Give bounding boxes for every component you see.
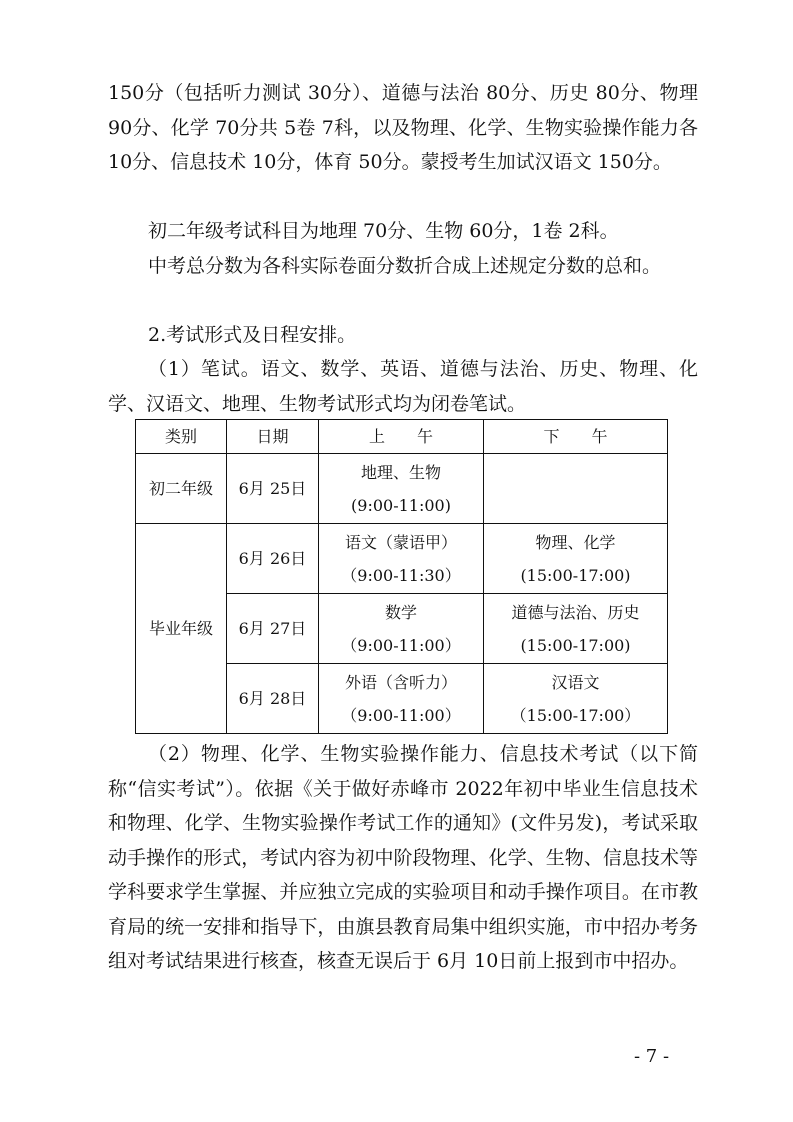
table-header-row xyxy=(136,420,668,454)
time-text: （9:00-11:00） xyxy=(341,635,461,655)
morning-cell xyxy=(319,594,484,664)
time-text: （15:00-17:00） xyxy=(510,705,641,725)
table-row xyxy=(136,524,668,594)
paragraph-practical-exam: （2）物理、化学、生物实验操作能力、信息技术考试（以下简称“信实考试”）。依据《关于做好赤峰市 2022年初中毕业生信息技术和物理、化学、生物实验操作考试工作的通知》(文件另发)，考试采取动手操作的形式，考试内容为初中阶段物理、化学、生物、信息技术等学科要求学生掌握、并应独立完成的实验项目和动手操作项目。在市教育局的统一安排和指导下，由旗县教育局集中组织实施，市中招办考务组对考试结果进行核查，核查无误后于 6月 10日前上报到市中招办。 xyxy=(108,743,698,972)
afternoon-cell xyxy=(484,594,668,664)
category-cell: 初二年级 xyxy=(136,454,227,524)
subject-text: 道德与法治、历史 xyxy=(511,602,640,622)
afternoon-cell xyxy=(484,664,668,734)
date-cell: 6月 27日 xyxy=(227,594,319,664)
subject-text: 地理、生物 xyxy=(360,462,441,482)
subject-text: 语文（蒙语甲） xyxy=(344,532,457,552)
time-text: (9:00-11:00) xyxy=(351,495,451,515)
date-cell: 6月 26日 xyxy=(227,524,319,594)
header-date: 日期 xyxy=(227,420,319,454)
paragraph-grade8-subjects: 初二年级考试科目为地理 70分、生物 60分，1卷 2科。 xyxy=(148,220,619,242)
afternoon-cell xyxy=(484,454,668,524)
header-afternoon: 下 午 xyxy=(484,420,668,454)
date-cell: 6月 28日 xyxy=(227,664,319,734)
page-number: - 7 - xyxy=(634,1046,670,1067)
morning-cell xyxy=(319,454,484,524)
table-row xyxy=(136,454,668,524)
subject-text: 数学 xyxy=(384,602,417,622)
paragraph-total-score: 中考总分数为各科实际卷面分数折合成上述规定分数的总和。 xyxy=(148,255,662,277)
header-category: 类别 xyxy=(136,420,227,454)
section-heading-exam-format: 2.考试形式及日程安排。 xyxy=(148,324,357,346)
header-morning: 上 午 xyxy=(319,420,484,454)
morning-cell xyxy=(319,664,484,734)
time-text: (15:00-17:00) xyxy=(520,635,631,655)
date-cell: 6月 25日 xyxy=(227,454,319,524)
subject-text: 物理、化学 xyxy=(535,532,616,552)
category-cell: 毕业年级 xyxy=(136,524,227,734)
morning-cell xyxy=(319,524,484,594)
paragraph-written-exam: （1）笔试。语文、数学、英语、道德与法治、历史、物理、化学、汉语文、地理、生物考试形式均为闭卷笔试。 xyxy=(108,358,698,415)
exam-schedule-table xyxy=(135,419,668,734)
time-text: (15:00-17:00) xyxy=(520,565,631,585)
paragraph-scores: 150分（包括听力测试 30分）、道德与法治 80分、历史 80分、物理 90分、化学 70分共 5卷 7科，以及物理、化学、生物实验操作能力各 10分、信息技术 10分，体育 50分。蒙授考生加试汉语文 150分。 xyxy=(108,82,698,173)
subject-text: 外语（含听力） xyxy=(344,672,457,692)
time-text: （9:00-11:00） xyxy=(341,705,461,725)
afternoon-cell xyxy=(484,524,668,594)
subject-text: 汉语文 xyxy=(551,672,600,692)
time-text: （9:00-11:30） xyxy=(341,565,461,585)
